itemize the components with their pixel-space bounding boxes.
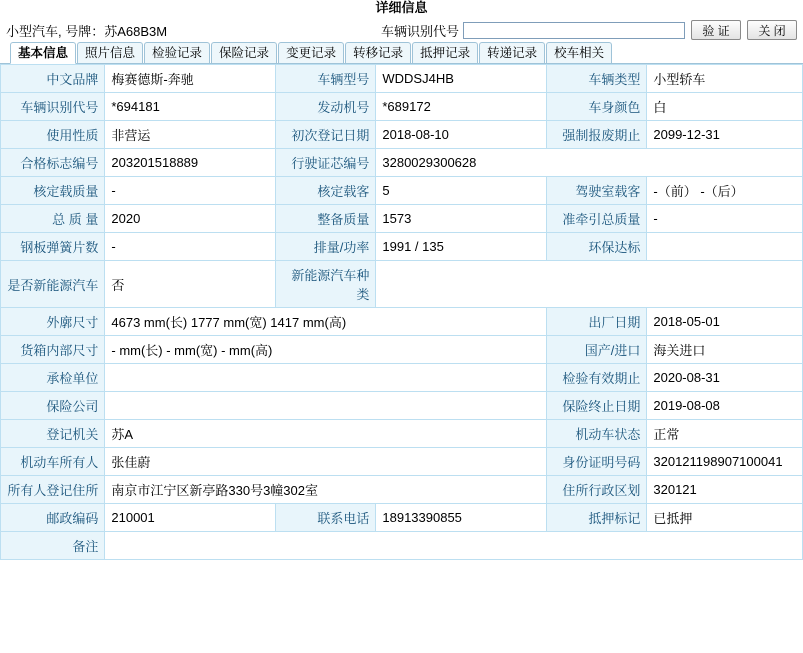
label-vehicle-status: 机动车状态 <box>547 420 647 448</box>
value-insurance-end-date: 2019-08-08 <box>647 392 803 420</box>
value-vehicle-type: 小型轿车 <box>647 65 803 93</box>
value-curb-weight: 1573 <box>376 205 547 233</box>
value-usage: 非营运 <box>105 121 276 149</box>
value-first-reg-date: 2018-08-10 <box>376 121 547 149</box>
value-owner: 张佳蔚 <box>105 448 547 476</box>
value-vin: *694181 <box>105 93 276 121</box>
label-usage: 使用性质 <box>1 121 105 149</box>
tab-basic-info[interactable]: 基本信息 <box>10 42 76 64</box>
tab-delivery-records[interactable]: 转递记录 <box>479 42 545 63</box>
label-engine-no: 发动机号 <box>276 93 376 121</box>
label-address-district-code: 住所行政区划 <box>547 476 647 504</box>
value-displacement-power: 1991 / 135 <box>376 233 547 261</box>
label-first-reg-date: 初次登记日期 <box>276 121 376 149</box>
label-vin: 车辆识别代号 <box>1 93 105 121</box>
value-brand: 梅赛德斯-奔驰 <box>105 65 276 93</box>
verify-button[interactable]: 验 证 <box>691 20 741 40</box>
value-leaf-spring-count: - <box>105 233 276 261</box>
tab-photo-info[interactable]: 照片信息 <box>77 42 143 63</box>
table-row <box>1 65 803 93</box>
vehicle-info-table <box>0 64 803 560</box>
value-scrap-deadline: 2099-12-31 <box>647 121 803 149</box>
table-row <box>1 476 803 504</box>
value-domestic-import: 海关进口 <box>647 336 803 364</box>
label-domestic-import: 国产/进口 <box>547 336 647 364</box>
value-insurance-company <box>105 392 547 420</box>
value-engine-no: *689172 <box>376 93 547 121</box>
value-new-energy-type <box>376 261 803 308</box>
label-curb-weight: 整备质量 <box>276 205 376 233</box>
value-towing-mass: - <box>647 205 803 233</box>
label-rated-passengers: 核定载客 <box>276 177 376 205</box>
value-address-district-code: 320121 <box>647 476 803 504</box>
label-id-number: 身份证明号码 <box>547 448 647 476</box>
label-gross-mass: 总 质 量 <box>1 205 105 233</box>
value-exterior-dimensions: 4673 mm(长) 1777 mm(宽) 1417 mm(高) <box>105 308 547 336</box>
tab-mortgage-records[interactable]: 抵押记录 <box>412 42 478 63</box>
header-bar <box>0 18 803 42</box>
table-row <box>1 308 803 336</box>
value-cargo-dimensions: - mm(长) - mm(宽) - mm(高) <box>105 336 547 364</box>
label-inspection-unit: 承检单位 <box>1 364 105 392</box>
label-brand: 中文品牌 <box>1 65 105 93</box>
value-license-chip-no: 3280029300628 <box>376 149 803 177</box>
value-model: WDDSJ4HB <box>376 65 547 93</box>
value-rated-load: - <box>105 177 276 205</box>
table-row <box>1 336 803 364</box>
tab-bar <box>0 42 803 64</box>
table-row <box>1 121 803 149</box>
table-row <box>1 177 803 205</box>
value-mortgage-mark: 已抵押 <box>647 504 803 532</box>
value-postal-code: 210001 <box>105 504 276 532</box>
table-row <box>1 261 803 308</box>
label-manufacture-date: 出厂日期 <box>547 308 647 336</box>
label-is-new-energy: 是否新能源汽车 <box>1 261 105 308</box>
label-model: 车辆型号 <box>276 65 376 93</box>
label-insurance-end-date: 保险终止日期 <box>547 392 647 420</box>
close-button[interactable]: 关 闭 <box>747 20 797 40</box>
table-row <box>1 420 803 448</box>
label-vehicle-type: 车辆类型 <box>547 65 647 93</box>
label-owner-address: 所有人登记住所 <box>1 476 105 504</box>
value-rated-passengers: 5 <box>376 177 547 205</box>
label-postal-code: 邮政编码 <box>1 504 105 532</box>
value-owner-address: 南京市江宁区新亭路330号3幢302室 <box>105 476 547 504</box>
label-registration-authority: 登记机关 <box>1 420 105 448</box>
value-cab-passengers: -（前） -（后） <box>647 177 803 205</box>
label-leaf-spring-count: 钢板弹簧片数 <box>1 233 105 261</box>
label-exterior-dimensions: 外廓尺寸 <box>1 308 105 336</box>
value-inspection-unit <box>105 364 547 392</box>
label-license-chip-no: 行驶证芯编号 <box>276 149 376 177</box>
label-owner: 机动车所有人 <box>1 448 105 476</box>
label-towing-mass: 准牵引总质量 <box>547 205 647 233</box>
tab-transfer-records[interactable]: 转移记录 <box>345 42 411 63</box>
table-row <box>1 448 803 476</box>
label-rated-load: 核定载质量 <box>1 177 105 205</box>
label-scrap-deadline: 强制报废期止 <box>547 121 647 149</box>
label-remark: 备注 <box>1 532 105 560</box>
table-row <box>1 504 803 532</box>
table-row <box>1 205 803 233</box>
value-is-new-energy: 否 <box>105 261 276 308</box>
vin-label: 车辆识别代号 <box>380 23 459 39</box>
label-inspection-valid-until: 检验有效期止 <box>547 364 647 392</box>
tab-inspection-records[interactable]: 检验记录 <box>144 42 210 63</box>
value-registration-authority: 苏A <box>105 420 547 448</box>
value-vehicle-status: 正常 <box>647 420 803 448</box>
table-row <box>1 149 803 177</box>
label-body-color: 车身颜色 <box>547 93 647 121</box>
value-contact-phone: 18913390855 <box>376 504 547 532</box>
label-insurance-company: 保险公司 <box>1 392 105 420</box>
label-certificate-no: 合格标志编号 <box>1 149 105 177</box>
label-contact-phone: 联系电话 <box>276 504 376 532</box>
table-row <box>1 532 803 560</box>
label-emission-standard: 环保达标 <box>547 233 647 261</box>
tab-school-bus[interactable]: 校车相关 <box>546 42 612 63</box>
label-new-energy-type: 新能源汽车种类 <box>276 261 376 308</box>
value-body-color: 白 <box>647 93 803 121</box>
value-certificate-no: 203201518889 <box>105 149 276 177</box>
tab-insurance-records[interactable]: 保险记录 <box>211 42 277 63</box>
label-cargo-dimensions: 货箱内部尺寸 <box>1 336 105 364</box>
value-manufacture-date: 2018-05-01 <box>647 308 803 336</box>
value-inspection-valid-until: 2020-08-31 <box>647 364 803 392</box>
tab-change-records[interactable]: 变更记录 <box>278 42 344 63</box>
window-title: 详细信息 <box>375 0 428 15</box>
value-emission-standard <box>647 233 803 261</box>
table-row <box>1 364 803 392</box>
table-row <box>1 93 803 121</box>
table-row <box>1 233 803 261</box>
value-id-number: 320121198907100041 <box>647 448 803 476</box>
table-row <box>1 392 803 420</box>
value-gross-mass: 2020 <box>105 205 276 233</box>
vin-input[interactable] <box>463 22 685 39</box>
plate-label: 小型汽车, 号牌：苏A68B3M <box>6 23 168 39</box>
label-displacement-power: 排量/功率 <box>276 233 376 261</box>
label-mortgage-mark: 抵押标记 <box>547 504 647 532</box>
value-remark <box>105 532 803 560</box>
label-cab-passengers: 驾驶室载客 <box>547 177 647 205</box>
